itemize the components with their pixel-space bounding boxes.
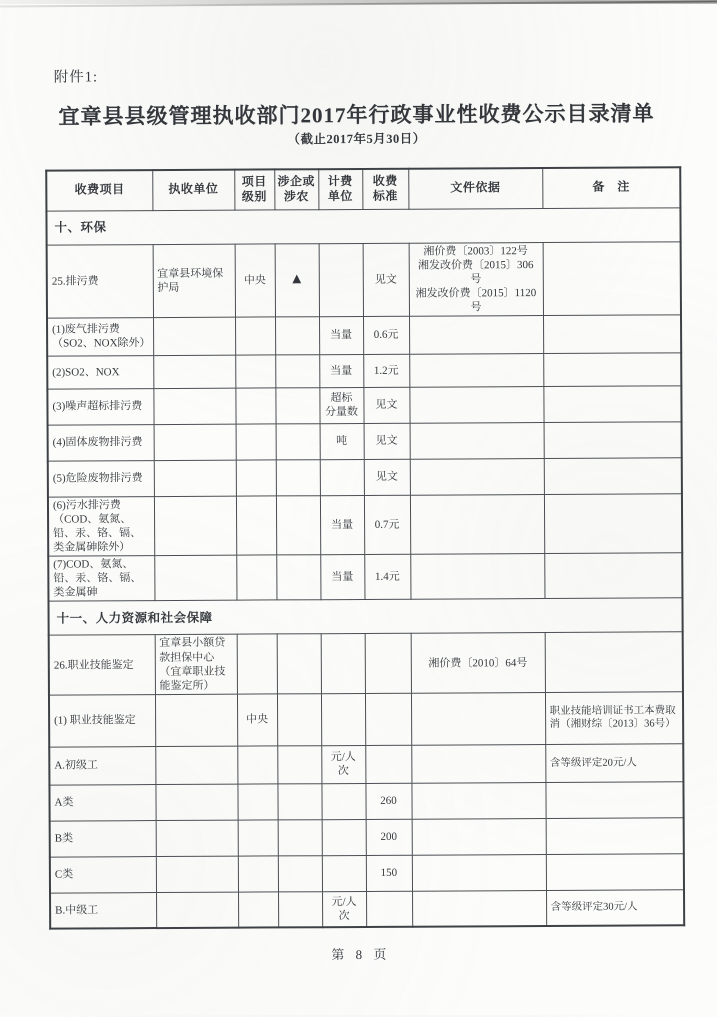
cell-document-basis	[410, 422, 544, 459]
cell-fee-item: 26.职业技能鉴定	[49, 635, 155, 695]
cell-collecting-unit	[155, 694, 237, 746]
cell-remarks	[546, 854, 684, 891]
col-header-project-level: 项目 级别	[234, 169, 274, 209]
table-row	[47, 241, 681, 318]
cell-collecting-unit	[154, 555, 236, 601]
cell-billing-unit: 当量	[319, 316, 363, 354]
page-number: 第 8 页	[331, 946, 391, 963]
cell-collecting-unit	[153, 355, 235, 388]
cell-remarks: 含等级评定20元/人	[545, 744, 683, 783]
cell-enterprise-agriculture	[278, 819, 322, 855]
section-row	[46, 207, 680, 244]
cell-billing-unit: 当量	[319, 354, 363, 387]
cell-fee-standard: 150	[366, 855, 412, 891]
cell-document-basis	[412, 854, 546, 891]
table-row	[49, 782, 683, 821]
cell-project-level	[236, 555, 276, 600]
table-row	[50, 818, 684, 857]
cell-billing-unit	[322, 855, 366, 891]
cell-remarks	[545, 782, 683, 819]
cell-billing-unit: 当量	[320, 495, 364, 555]
cell-collecting-unit	[155, 746, 237, 784]
cell-billing-unit	[321, 783, 365, 819]
attachment-label: 附件1:	[53, 69, 99, 86]
cell-billing-unit	[322, 819, 366, 855]
table-row	[50, 854, 684, 893]
cell-fee-item: 25.排污费	[47, 244, 153, 318]
cell-project-level	[237, 634, 277, 694]
cell-fee-item: (3)噪声超标排污费	[47, 388, 153, 425]
cell-remarks	[543, 315, 681, 354]
cell-document-basis	[409, 353, 543, 387]
cell-enterprise-agriculture	[276, 424, 320, 460]
cell-document-basis	[410, 494, 544, 554]
cell-enterprise-agriculture	[276, 555, 320, 600]
cell-collecting-unit: 宜章县环境保护局	[153, 244, 235, 318]
cell-remarks	[544, 458, 682, 495]
cell-document-basis	[411, 692, 545, 745]
cell-fee-item: (7)COD、氨氮、铅、汞、铬、镉、类金属砷	[48, 556, 154, 602]
cell-enterprise-agriculture	[278, 855, 322, 891]
section-row	[48, 598, 682, 635]
cell-billing-unit	[320, 459, 364, 495]
cell-project-level	[235, 355, 275, 388]
cell-fee-standard	[365, 634, 411, 694]
cell-collecting-unit	[156, 892, 238, 928]
cell-project-level	[235, 317, 275, 355]
cell-billing-unit: 元/人次	[322, 891, 366, 927]
cell-fee-item: A.初级工	[49, 746, 155, 785]
cell-document-basis	[411, 782, 545, 819]
cell-fee-standard: 0.7元	[364, 495, 410, 555]
cell-project-level	[238, 892, 278, 928]
cell-fee-standard: 0.6元	[363, 316, 409, 354]
cell-fee-standard: 见文	[364, 423, 410, 459]
cell-fee-standard: 见文	[364, 459, 410, 495]
cell-project-level	[236, 424, 276, 460]
cell-project-level	[237, 784, 277, 820]
table-row	[48, 553, 682, 602]
col-header-billing-unit: 计费 单位	[318, 169, 362, 209]
table-row	[48, 494, 682, 557]
cell-document-basis: 湘价费〔2003〕122号 湘发改价费〔2015〕306号 湘发改价费〔2015〕1120号	[409, 242, 543, 316]
cell-remarks	[544, 553, 682, 599]
section-label: 十一、人力资源和社会保障	[48, 598, 682, 635]
table-row	[50, 890, 684, 929]
cell-remarks: 含等级评定30元/人	[546, 890, 684, 927]
table-row	[47, 315, 681, 356]
col-header-enterprise-agriculture: 涉企或 涉农	[274, 169, 318, 209]
col-header-remarks: 备 注	[542, 167, 680, 208]
cell-collecting-unit	[155, 784, 237, 820]
cell-fee-item: B.中级工	[50, 892, 156, 929]
cell-project-level	[238, 856, 278, 892]
cell-document-basis	[412, 890, 546, 927]
col-header-fee-standard: 收费 标准	[362, 169, 408, 209]
cell-fee-standard	[366, 891, 412, 927]
cell-enterprise-agriculture	[277, 745, 321, 783]
cell-fee-item: B类	[50, 820, 156, 857]
cell-fee-item: A类	[49, 784, 155, 821]
cell-fee-item: (1)废气排污费（SO2、NOX除外）	[47, 317, 153, 356]
cell-document-basis: 湘价费〔2010〕64号	[411, 633, 545, 693]
cell-remarks	[543, 241, 681, 315]
cell-fee-standard	[365, 745, 411, 783]
cell-remarks	[544, 494, 682, 554]
cell-fee-standard: 见文	[363, 243, 409, 317]
cell-document-basis	[410, 554, 544, 600]
fee-table	[45, 166, 685, 930]
cell-project-level	[235, 388, 275, 424]
table-row	[49, 744, 683, 785]
cell-collecting-unit	[153, 388, 235, 424]
cell-collecting-unit: 宜章县小额贷款担保中心（宜章职业技能鉴定所）	[155, 635, 237, 695]
cell-remarks	[544, 422, 682, 459]
cell-fee-standard: 260	[365, 783, 411, 819]
cell-collecting-unit	[156, 820, 238, 856]
document-subtitle: （截止2017年5月30日）	[287, 131, 426, 147]
cell-enterprise-agriculture	[276, 460, 320, 496]
cell-fee-item: (1) 职业技能鉴定	[49, 694, 155, 747]
cell-billing-unit: 吨	[320, 423, 364, 459]
cell-fee-item: (4)固体废物排污费	[48, 424, 154, 461]
cell-fee-standard: 1.2元	[363, 354, 409, 387]
cell-project-level: 中央	[237, 694, 277, 746]
cell-remarks	[543, 386, 681, 423]
cell-remarks: 职业技能培训证书工本费取消（湘财综〔2013〕36号）	[545, 692, 683, 745]
cell-enterprise-agriculture	[278, 891, 322, 927]
cell-fee-item: (6)污水排污费（COD、氨氮、铅、汞、铬、镉、类金属砷除外）	[48, 496, 154, 556]
section-label: 十、环保	[46, 207, 680, 244]
cell-document-basis	[412, 818, 546, 855]
cell-remarks	[543, 353, 681, 387]
cell-project-level	[236, 496, 276, 556]
cell-billing-unit	[321, 693, 365, 745]
cell-collecting-unit	[156, 856, 238, 892]
cell-enterprise-agriculture	[277, 634, 321, 694]
cell-document-basis	[410, 458, 544, 495]
cell-fee-standard: 见文	[363, 387, 409, 423]
cell-billing-unit	[321, 634, 365, 694]
cell-collecting-unit	[154, 496, 236, 556]
cell-project-level	[237, 746, 277, 784]
cell-document-basis	[409, 315, 543, 354]
cell-fee-standard	[365, 693, 411, 745]
cell-enterprise-agriculture	[275, 355, 319, 388]
cell-enterprise-agriculture	[276, 496, 320, 556]
cell-fee-item: (2)SO2、NOX	[47, 355, 153, 389]
cell-document-basis	[411, 744, 545, 783]
col-header-collecting-unit: 执收单位	[152, 170, 234, 210]
cell-collecting-unit	[154, 460, 236, 496]
cell-enterprise-agriculture	[275, 388, 319, 424]
header-row	[46, 167, 680, 210]
table-row	[49, 632, 683, 695]
cell-enterprise-agriculture	[277, 783, 321, 819]
cell-fee-item: C类	[50, 856, 156, 893]
cell-fee-standard: 1.4元	[364, 554, 410, 599]
cell-project-level	[236, 460, 276, 496]
cell-billing-unit: 当量	[320, 555, 364, 600]
cell-billing-unit	[319, 243, 363, 317]
cell-remarks	[545, 632, 683, 692]
table-row	[47, 386, 681, 425]
cell-fee-item: (5)危险废物排污费	[48, 460, 154, 497]
cell-billing-unit: 超标 分量数	[319, 387, 363, 423]
cell-fee-standard: 200	[366, 819, 412, 855]
cell-collecting-unit	[154, 424, 236, 460]
table-row	[49, 692, 683, 747]
col-header-document-basis: 文件依据	[408, 168, 542, 209]
cell-enterprise-agriculture	[277, 693, 321, 745]
cell-enterprise-agriculture	[275, 317, 319, 355]
cell-remarks	[546, 818, 684, 855]
enterprise-flag-icon: ▲	[275, 243, 319, 317]
table-row	[48, 422, 682, 461]
col-header-fee-item: 收费项目	[46, 170, 152, 211]
table-row	[47, 353, 681, 389]
cell-project-level: 中央	[235, 243, 275, 317]
document-title: 宜章县县级管理执收部门2017年行政事业性收费公示目录清单	[58, 101, 655, 129]
cell-billing-unit: 元/人次	[321, 745, 365, 783]
cell-document-basis	[409, 386, 543, 423]
cell-collecting-unit	[153, 317, 235, 355]
cell-project-level	[238, 820, 278, 856]
table-row	[48, 458, 682, 497]
